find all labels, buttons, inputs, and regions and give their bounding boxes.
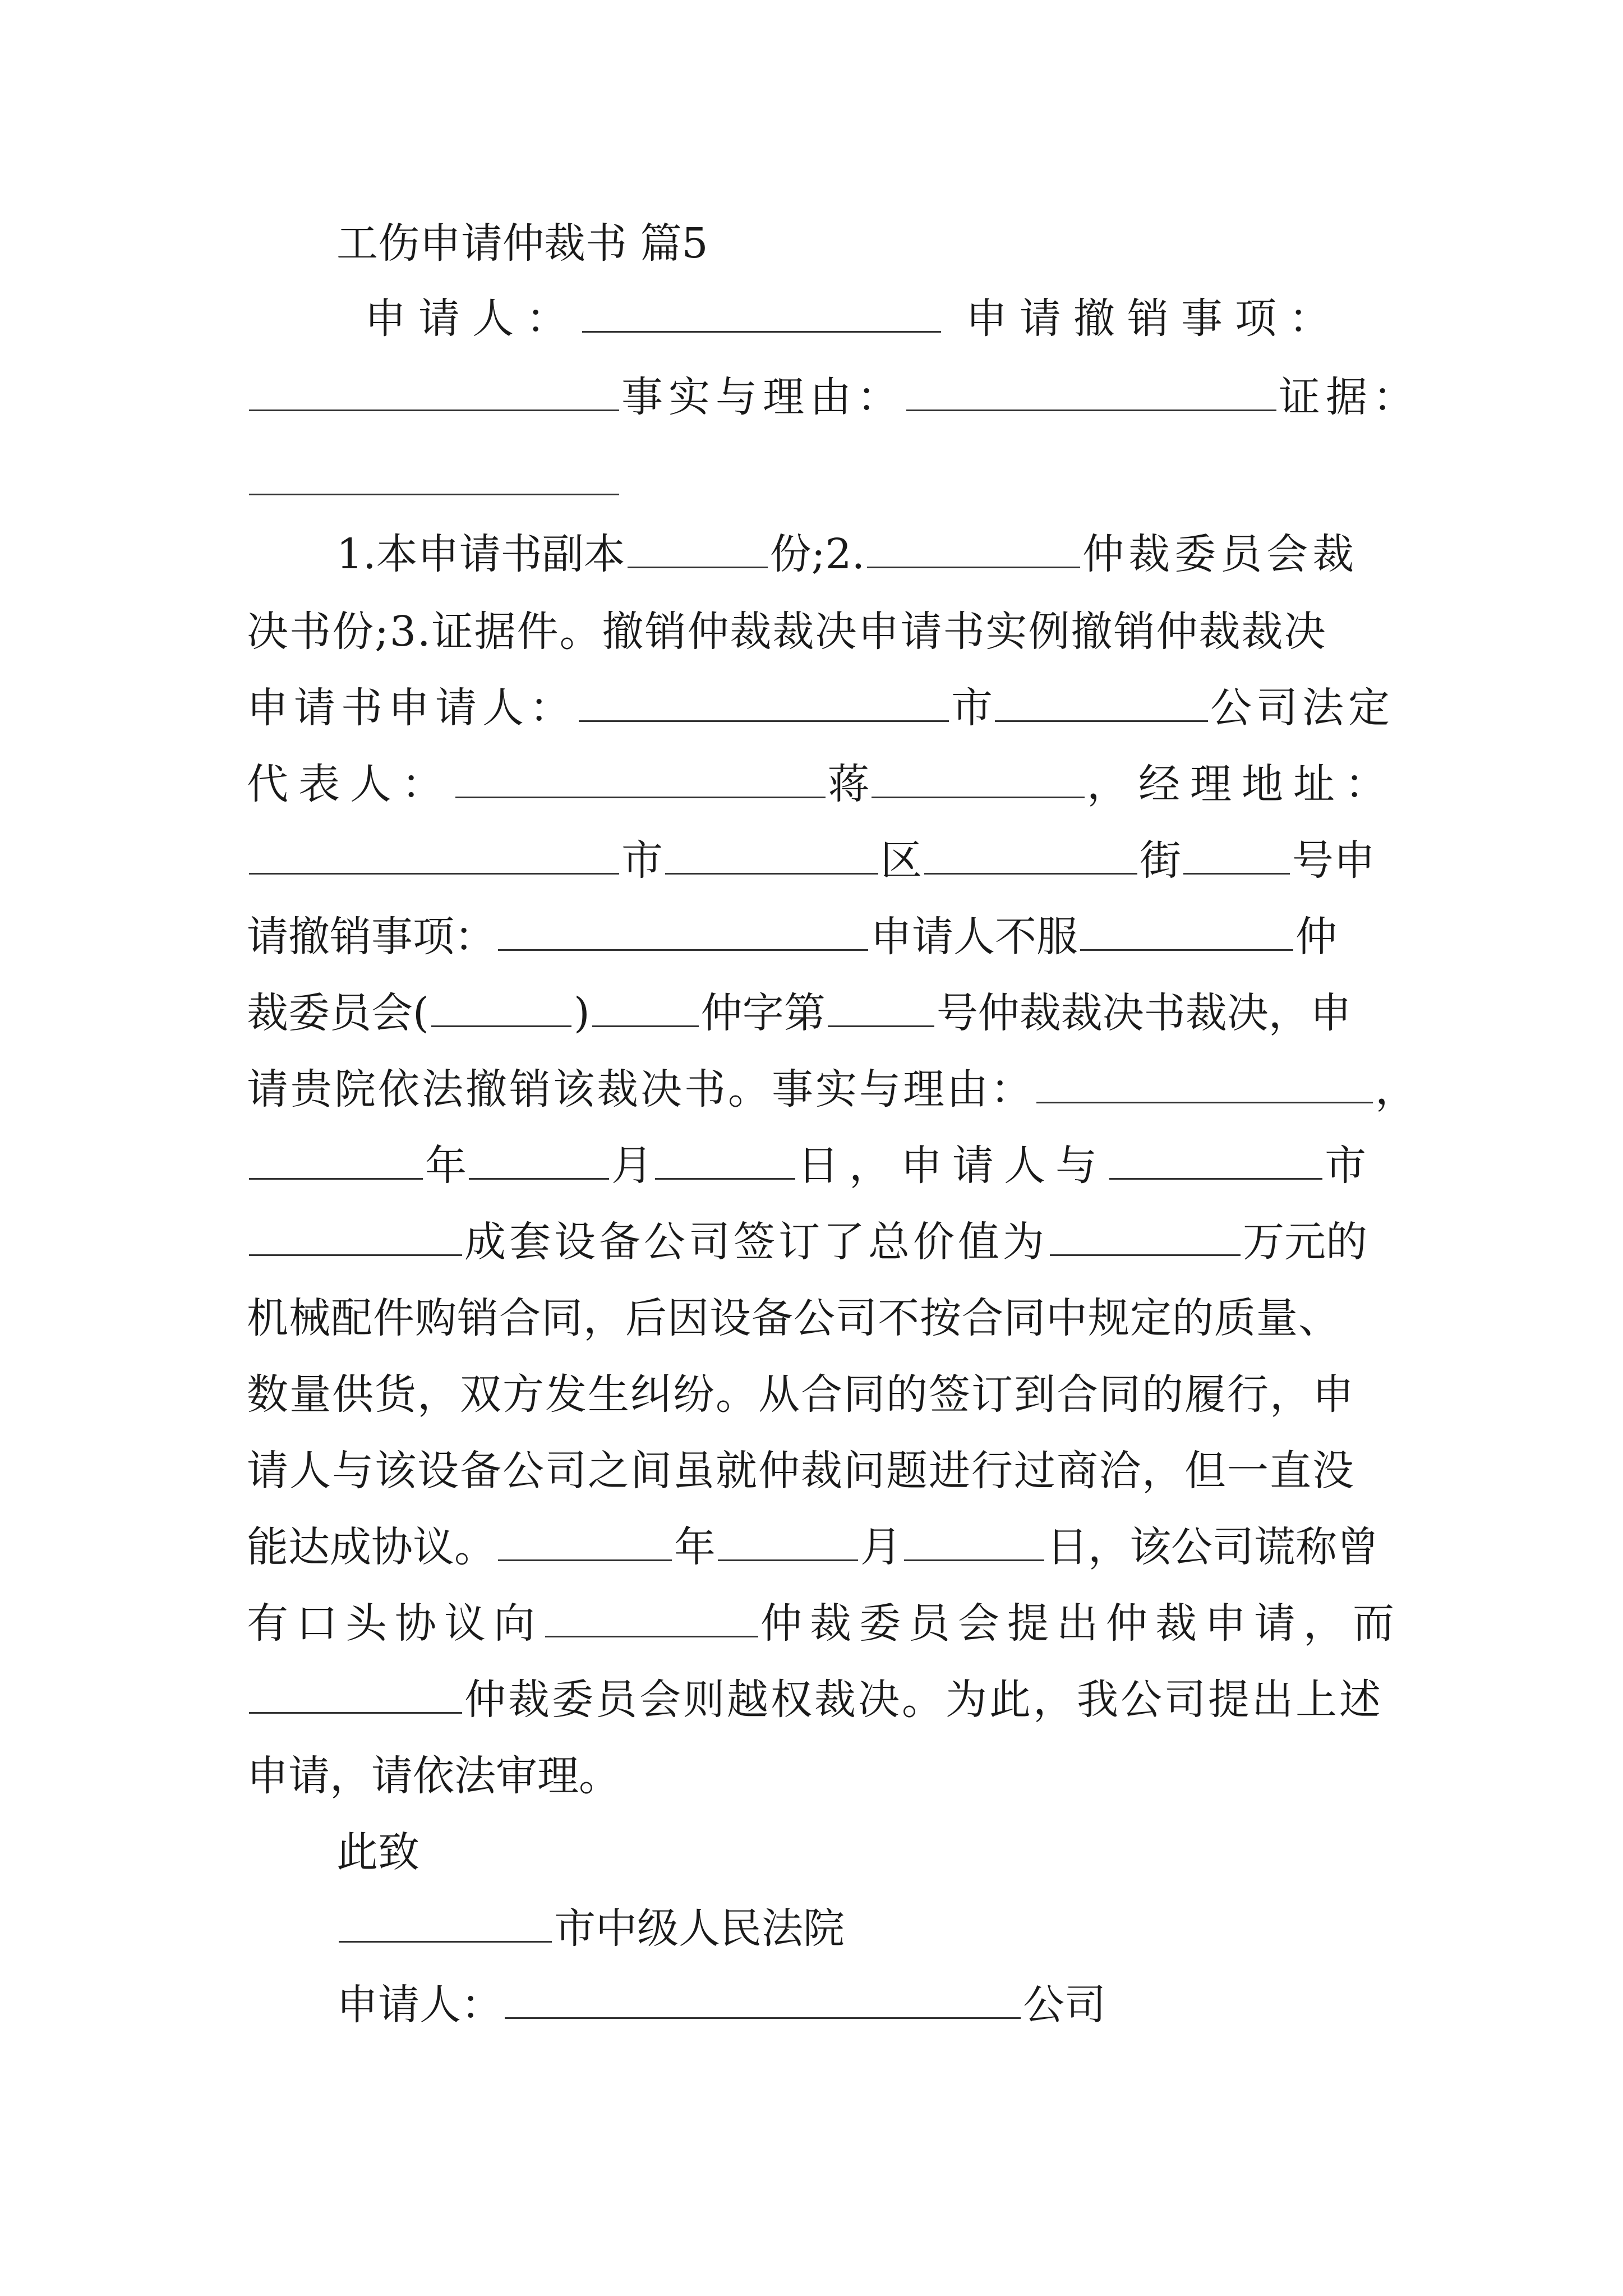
body-text: 成套设备公司签订了总价值为 [464, 1218, 1048, 1266]
body-text: 能达成协议。 [247, 1523, 496, 1571]
body-text: 万元的 [1243, 1218, 1367, 1266]
body-text: 请撤销事项： [247, 913, 496, 961]
year-blank [498, 1525, 672, 1561]
header-line-2 [247, 359, 1424, 435]
body-text: 请人与该设备公司之间虽就仲裁问题进行过商洽，但一直没 [247, 1447, 1355, 1495]
body-text: 申请人不服 [870, 913, 1078, 961]
case-number-blank [828, 991, 934, 1027]
body-text: ， [1375, 1065, 1417, 1114]
title-text: 工伤申请仲裁书 篇5 [336, 219, 708, 268]
body-text: 仲 [1295, 913, 1337, 961]
body-text: 市 [621, 836, 663, 885]
body-text: 数量供货，双方发生纠纷。从合同的签订到合同的履行，申 [247, 1370, 1355, 1419]
body-text: 市 [951, 684, 993, 732]
body-text: 日，该公司谎称曾 [1046, 1523, 1378, 1571]
court-city-blank [339, 1906, 552, 1943]
city-blank [249, 838, 619, 875]
copies-blank [628, 532, 768, 568]
city-blank [579, 685, 949, 722]
applicant-label: 申请人： [365, 295, 580, 343]
company-blank [995, 685, 1208, 722]
signer-suffix: 公司 [1023, 1981, 1106, 2029]
committee-blank [545, 1601, 758, 1637]
committee-blank [249, 1677, 462, 1714]
body-text: ，经理地址： [1087, 760, 1396, 808]
body-text: 请贵院依法撤销该裁决书。事实与理由： [247, 1065, 1034, 1114]
street-blank [924, 838, 1137, 875]
representative-blank [455, 762, 826, 798]
applicant-blank [582, 296, 941, 333]
body-line-1 [336, 516, 1402, 592]
body-line-15 [247, 1585, 1402, 1662]
body-text: 蒋 [828, 760, 869, 808]
revoke-items-blank [249, 375, 619, 411]
body-text: 年 [674, 1523, 716, 1571]
signer-line [336, 1967, 1346, 2043]
body-text: 公司法定 [1210, 684, 1394, 732]
evidence-blank-line [247, 443, 695, 519]
district-blank [665, 838, 878, 875]
body-line-4 [247, 746, 1402, 822]
year-blank [431, 991, 571, 1027]
number-blank [1183, 838, 1290, 875]
body-line-16 [247, 1662, 1402, 1738]
year-blank [249, 1143, 423, 1180]
company-blank [249, 1220, 462, 1256]
body-text: 仲裁委员会裁 [1082, 530, 1359, 578]
body-text: 号申 [1292, 836, 1375, 885]
body-text: 仲字第 [700, 989, 826, 1037]
body-text: 申请，请依法审理。 [247, 1752, 620, 1800]
body-text: 月 [611, 1142, 653, 1190]
body-text: 裁委员会( [247, 989, 429, 1037]
prefix-blank [592, 991, 699, 1027]
body-line-17 [247, 1738, 1402, 1814]
facts-blank [1036, 1067, 1373, 1103]
body-text: 代表人： [247, 760, 453, 808]
body-text: 区 [880, 836, 922, 885]
amount-blank [1050, 1220, 1241, 1256]
month-blank [469, 1143, 609, 1180]
body-text: 份;2. [769, 530, 865, 578]
body-line-6 [247, 899, 1402, 975]
day-blank [904, 1525, 1044, 1561]
court-line [336, 1890, 1178, 1967]
body-text: 月 [860, 1523, 902, 1571]
day-blank [655, 1143, 795, 1180]
body-line-10 [247, 1204, 1402, 1280]
committee-blank [867, 532, 1080, 568]
body-text: 机械配件购销合同，后因设备公司不按合同中规定的质量、 [247, 1294, 1340, 1342]
document-title [336, 205, 841, 282]
evidence-label: 证据： [1279, 373, 1420, 421]
body-text: 决书份;3.证据件。撤销仲裁裁决申请书实例撤销仲裁裁决 [247, 608, 1327, 656]
body-line-14 [247, 1509, 1402, 1585]
salutation-text: 此致 [336, 1828, 419, 1876]
body-text: 市 [1325, 1142, 1366, 1190]
body-line-12 [247, 1356, 1402, 1433]
salutation [336, 1814, 785, 1890]
body-line-5 [247, 822, 1402, 899]
body-line-9 [247, 1128, 1402, 1204]
evidence-blank [249, 459, 619, 495]
body-text: 有口头协议向 [247, 1599, 543, 1648]
header-line-1 [365, 280, 1430, 357]
body-line-11 [247, 1280, 1413, 1356]
body-text: 1.本申请书副本 [336, 530, 625, 578]
revoke-items-label: 申请撤销事项： [966, 295, 1343, 343]
body-text: 号仲裁裁决书裁决，申 [936, 989, 1352, 1037]
city-blank [1109, 1143, 1322, 1180]
body-text: 年 [425, 1142, 467, 1190]
body-text: 仲裁委员会则越权裁决。为此，我公司提出上述 [464, 1676, 1383, 1724]
facts-label: 事实与理由： [621, 373, 904, 421]
body-line-13 [247, 1433, 1402, 1509]
body-line-3 [247, 670, 1402, 746]
facts-blank [906, 375, 1276, 411]
body-line-2 [247, 593, 1402, 670]
month-blank [718, 1525, 858, 1561]
body-line-8 [247, 1051, 1417, 1128]
court-name: 市中级人民法院 [554, 1904, 845, 1953]
revoke-items-blank [498, 914, 868, 951]
name-blank [872, 762, 1085, 798]
body-text: 仲裁委员会提出仲裁申请，而 [760, 1599, 1402, 1648]
committee-blank [1080, 914, 1293, 951]
body-line-7 [247, 975, 1402, 1051]
body-text: 街 [1140, 836, 1181, 885]
signer-label: 申请人： [336, 1981, 502, 2029]
body-text: 日，申请人与 [797, 1142, 1107, 1190]
signer-blank [505, 1982, 1021, 2019]
body-text: ) [573, 989, 590, 1037]
body-text: 申请书申请人： [247, 684, 577, 732]
